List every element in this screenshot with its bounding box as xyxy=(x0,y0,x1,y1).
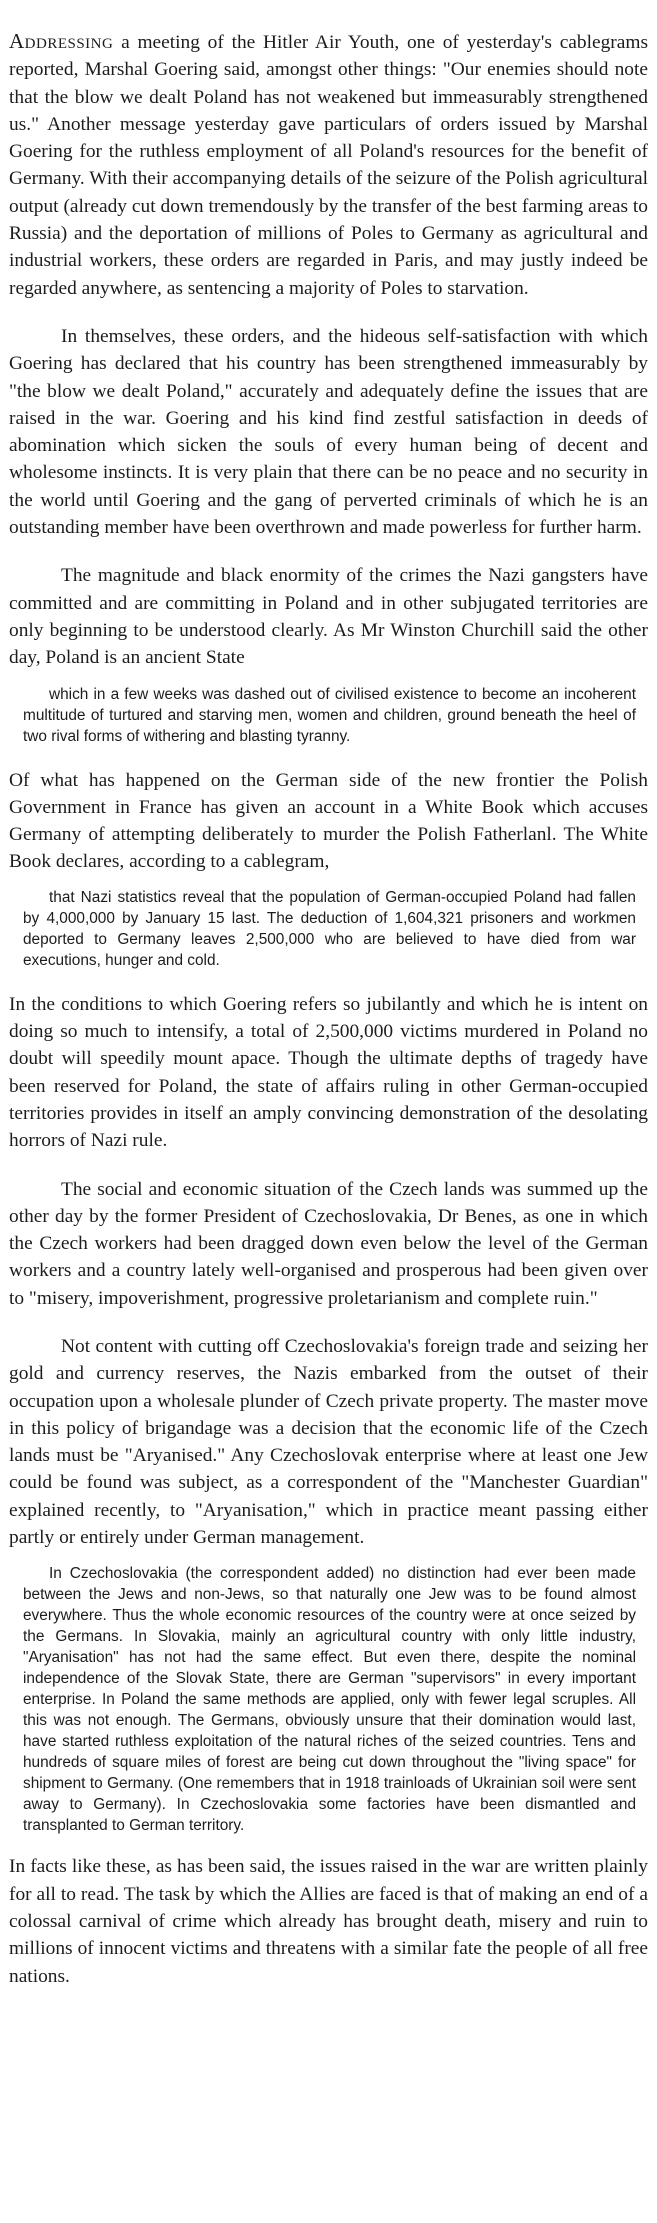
article-paragraph-7: Not content with cutting off Czechoslovakia's foreign trade and seizing her gold and currency reserves, the Nazis embarked from the outset of their occupation upon a wholesale plunder of Czech private property. The master move in this policy of brigandage was a decision that the economic life of the Czech lands must be "Aryanised." Any Czechoslovak enterprise where at least one Jew could be found was subject, as a correspondent of the "Manchester Guardian" explained recently, to "Aryanisation," which in practice meant passing either partly or entirely under German management. xyxy=(9,1335,648,1549)
white-book-quote: that Nazi statistics reveal that the population of German-occupied Poland had fallen by 4,000,000 by January 15 last. The deduction of 1,604,321 prisoners and workmen deported to Germany leaves 2,500,000 who are believed to have died from war executions, hunger and cold. xyxy=(23,888,636,969)
article-paragraph-6: The social and economic situation of the Czech lands was summed up the other day by the former President of Czechoslovakia, Dr Benes, as one in which the Czech workers had been dragged down even below the level of the German workers and a country lately well-organised and prosperous had been given over to "misery, impoverishment, progressive proletarianism and complete ruin." xyxy=(9,1178,648,1309)
article-paragraph-2: In themselves, these orders, and the hideous self-satisfaction with which Goering has declared that his country has been strengthened immeasurably by "the blow we dealt Poland," accurately and adequately define the issues that are raised in the war. Goering and his kind find zestful satisfaction in deeds of abomination which sicken the souls of every human being of decent and wholesome instincts. It is very plain that there can be no peace and no security in the world until Goering and the gang of perverted criminals of which he is an outstanding member have been overthrown and made powerless for further harm. xyxy=(9,325,648,539)
paragraph-1-text: a meeting of the Hitler Air Youth, one of yesterday's cablegrams reported, Marshal Goering said, amongst other things: "Our enemies should note that the blow we dealt Poland has not weakened but immeasurably strengthened us." Another message yesterday gave particulars of orders issued by Marshal Goering for the ruthless employment of all Poland's resources for the benefit of Germany. With their accompanying details of the seizure of the Polish agricultural output (already cut down tremendously by the transfer of the best farming areas to Russia) and the deportation of millions of Poles to Germany as agricultural and industrial workers, these orders are regarded in Paris, and may justly indeed be regarded anywhere, as sentencing a majority of Poles to starvation. xyxy=(9,32,648,299)
lead-word: Addressing xyxy=(9,29,114,53)
correspondent-quote: In Czechoslovakia (the correspondent added) no distinction had ever been made between the Jews and non-Jews, so that naturally one Jew was to be found almost everywhere. Thus the whole economic resources of the country were at once seized by the Germans. In Slovakia, mainly an agricultural country with only little industry, "Aryanisation" has not had the same effect. But even there, despite the nominal independence of the Slovak State, there are German "supervisors" in every important enterprise. In Poland the same methods are applied, only with fewer legal scruples. All this was not enough. The Germans, obviously unsure that their domination would last, have started ruthless exploitation of the natural riches of the seized countries. Tens and hundreds of square miles of forest are being cut down throughout the "living space" for shipment to Germany. (One remembers that in 1918 trainloads of Ukrainian soil were sent away to Germany). In Czechoslovakia some factories have been dismantled and transplanted to German territory. xyxy=(23,1565,636,1835)
article-paragraph-1 xyxy=(9,28,648,302)
article-paragraph-3: The magnitude and black enormity of the crimes the Nazi gangsters have committed and are committing in Poland and in other subjugated territories are only beginning to be understood clearly. As Mr Winston Churchill said the other day, Poland is an ancient State xyxy=(9,565,648,669)
article-paragraph-8: In facts like these, as has been said, the issues raised in the war are written plainly for all to read. The task by which the Allies are faced is that of making an end of a colossal carnival of crime which already has brought death, misery and ruin to millions of innocent victims and threatens with a similar fate the people of all free nations. xyxy=(9,1856,648,1987)
article-paragraph-5: In the conditions to which Goering refers so jubilantly and which he is intent on doing so much to intensify, a total of 2,500,000 victims murdered in Poland no doubt will speedily mount apace. Though the ultimate depths of tragedy have been reserved for Poland, the state of affairs ruling in other German-occupied territories provides in itself an amply convincing demonstration of the desolating horrors of Nazi rule. xyxy=(9,993,648,1152)
churchill-quote: which in a few weeks was dashed out of civilised existence to become an incoherent multitude of turtured and starving men, women and children, ground beneath the heel of two rival forms of withering and blasting tyranny. xyxy=(23,685,636,745)
article-paragraph-4: Of what has happened on the German side of the new frontier the Polish Government in France has given an account in a White Book which accuses Germany of attempting deliberately to murder the Polish Fatherlanl. The White Book declares, according to a cablegram, xyxy=(9,769,648,873)
